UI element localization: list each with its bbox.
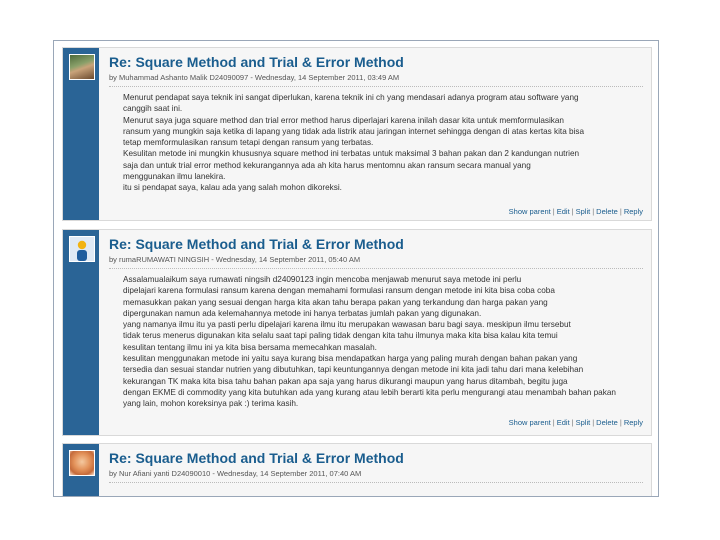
divider <box>109 268 643 269</box>
separator: | <box>571 418 574 427</box>
divider <box>109 482 643 483</box>
post-paragraph: dengan EKME di commodity yang kita butuhkan ada yang kurang atau lebih berarti kita perlu mengurangi atau menambah bahan pakan <box>123 387 616 397</box>
post-commands <box>509 418 643 427</box>
reply-link[interactable]: Reply <box>623 418 643 427</box>
post-paragraph: Menurut pendapat saya teknik ini sangat diperlukan, karena teknik ini ch yang mendasari adanya program atau software yang <box>123 93 579 102</box>
post-paragraph: tidak terus menerus digunakan kita selalu saat tapi paling tidak dengan kita tahu ilmunya maka kita bisa kalau kita temui <box>123 331 558 341</box>
reply-link[interactable]: Reply <box>623 207 643 216</box>
separator: | <box>619 207 622 216</box>
separator: | <box>571 207 574 216</box>
post-commands <box>509 207 643 216</box>
forum-post <box>62 443 652 497</box>
avatar[interactable] <box>69 450 95 476</box>
delete-link[interactable]: Delete <box>596 418 618 427</box>
post-paragraph: tersedia dan sesuai standar nutrien yang dibutuhkan, tapi keuntungannya dengan metode ini kita jadi tahu dari mana kelebihan <box>123 365 584 375</box>
post-paragraph: kesulitan tentang ilmu ini ya kita bisa bersama memecahkan masalah. <box>123 342 377 352</box>
forum-post <box>62 229 652 436</box>
post-title: Re: Square Method and Trial & Error Method <box>109 54 404 70</box>
post-paragraph: dipelajari karena formulasi ransum karena dengan memahami formulasi ransum dengan metode ini kita bisa coba coba <box>123 286 555 296</box>
post-paragraph: menggunakan ilmu lanekira. <box>123 172 226 182</box>
edit-link[interactable]: Edit <box>556 418 570 427</box>
edit-link[interactable]: Edit <box>556 207 570 216</box>
post-paragraph: tetap memformulasikan ransum tetapi dengan ransum yang terbatas. <box>123 138 374 148</box>
forum-post <box>62 47 652 221</box>
show-parent-link[interactable]: Show parent <box>508 207 551 216</box>
separator: | <box>619 418 622 427</box>
divider <box>109 86 643 87</box>
post-byline: by Nur Afiani yanti D24090010 - Wednesday, 14 September 2011, 07:40 AM <box>109 469 362 478</box>
post-title: Re: Square Method and Trial & Error Method <box>109 450 404 466</box>
post-paragraph: kekurangan TK maka kita bisa tahu bahan pakan apa saja yang harus dikurangi maupun yang harus ditambah, begitu juga <box>123 376 568 386</box>
post-paragraph: dipergunakan namun ada kelemahannya metode ini hanya terbatas jumlah pakan yang digunakan. <box>123 308 482 318</box>
post-paragraph: Menurut saya juga square method dan trial error method harus diperlajari karena inilah dasar kita untuk memformulasikan <box>123 115 564 125</box>
default-user-icon[interactable] <box>69 236 95 262</box>
post-byline: by Muhammad Ashanto Malik D24090097 - Wednesday, 14 September 2011, 03:49 AM <box>109 73 400 82</box>
post-paragraph: ransum yang mungkin saja ketika di lapang yang tidak ada listrik atau jaringan internet sehingga dengan di atas kertas kita bisa <box>123 126 585 136</box>
post-paragraph: itu si pendapat saya, kalau ada yang salah mohon dikoreksi. <box>123 183 342 193</box>
post-paragraph: Assalamualaikum saya rumawati ningsih d24090123 ingin mencoba menjawab menurut saya metode ini perlu <box>123 275 522 284</box>
split-link[interactable]: Split <box>575 207 591 216</box>
post-paragraph: memasukkan pakan yang sesuai dengan harga kita akan tahu berapa pakan yang terkandung dan harga pakan yang <box>123 297 548 307</box>
separator: | <box>552 207 555 216</box>
post-paragraph: yang lain, mohon koreksinya pak :) terima kasih. <box>123 399 299 409</box>
avatar[interactable] <box>69 54 95 80</box>
separator: | <box>552 418 555 427</box>
post-paragraph: saja dan untuk trial error method kekurangannya ada ah kita harus mentomnu akan ransum secara manual yang <box>123 160 531 170</box>
post-paragraph: canggih saat ini. <box>123 104 183 114</box>
separator: | <box>592 207 595 216</box>
post-content <box>123 92 641 194</box>
post-paragraph: Kesulitan metode ini mungkin khususnya square method ini terbatas untuk maksimal 3 bahan pakan dan 2 kandungan nutrien <box>123 149 580 159</box>
user-icon <box>70 237 94 261</box>
delete-link[interactable]: Delete <box>596 207 618 216</box>
post-content <box>123 274 641 410</box>
split-link[interactable]: Split <box>575 418 591 427</box>
separator: | <box>592 418 595 427</box>
post-title: Re: Square Method and Trial & Error Method <box>109 236 404 252</box>
post-paragraph: yang namanya ilmu itu ya pasti perlu dipelajari karena ilmu itu merupakan wawasan baru bagi saya. meskipun ilmu tersebut <box>123 320 571 330</box>
post-paragraph: kesulitan menggunakan metode ini yaitu saya kurang bisa mendapatkan harga yang paling murah dengan bahan pakan yang <box>123 354 578 364</box>
show-parent-link[interactable]: Show parent <box>508 418 551 427</box>
forum-frame <box>53 40 659 497</box>
post-byline: by rumaRUMAWATI NINGSIH - Wednesday, 14 September 2011, 05:40 AM <box>109 255 361 264</box>
